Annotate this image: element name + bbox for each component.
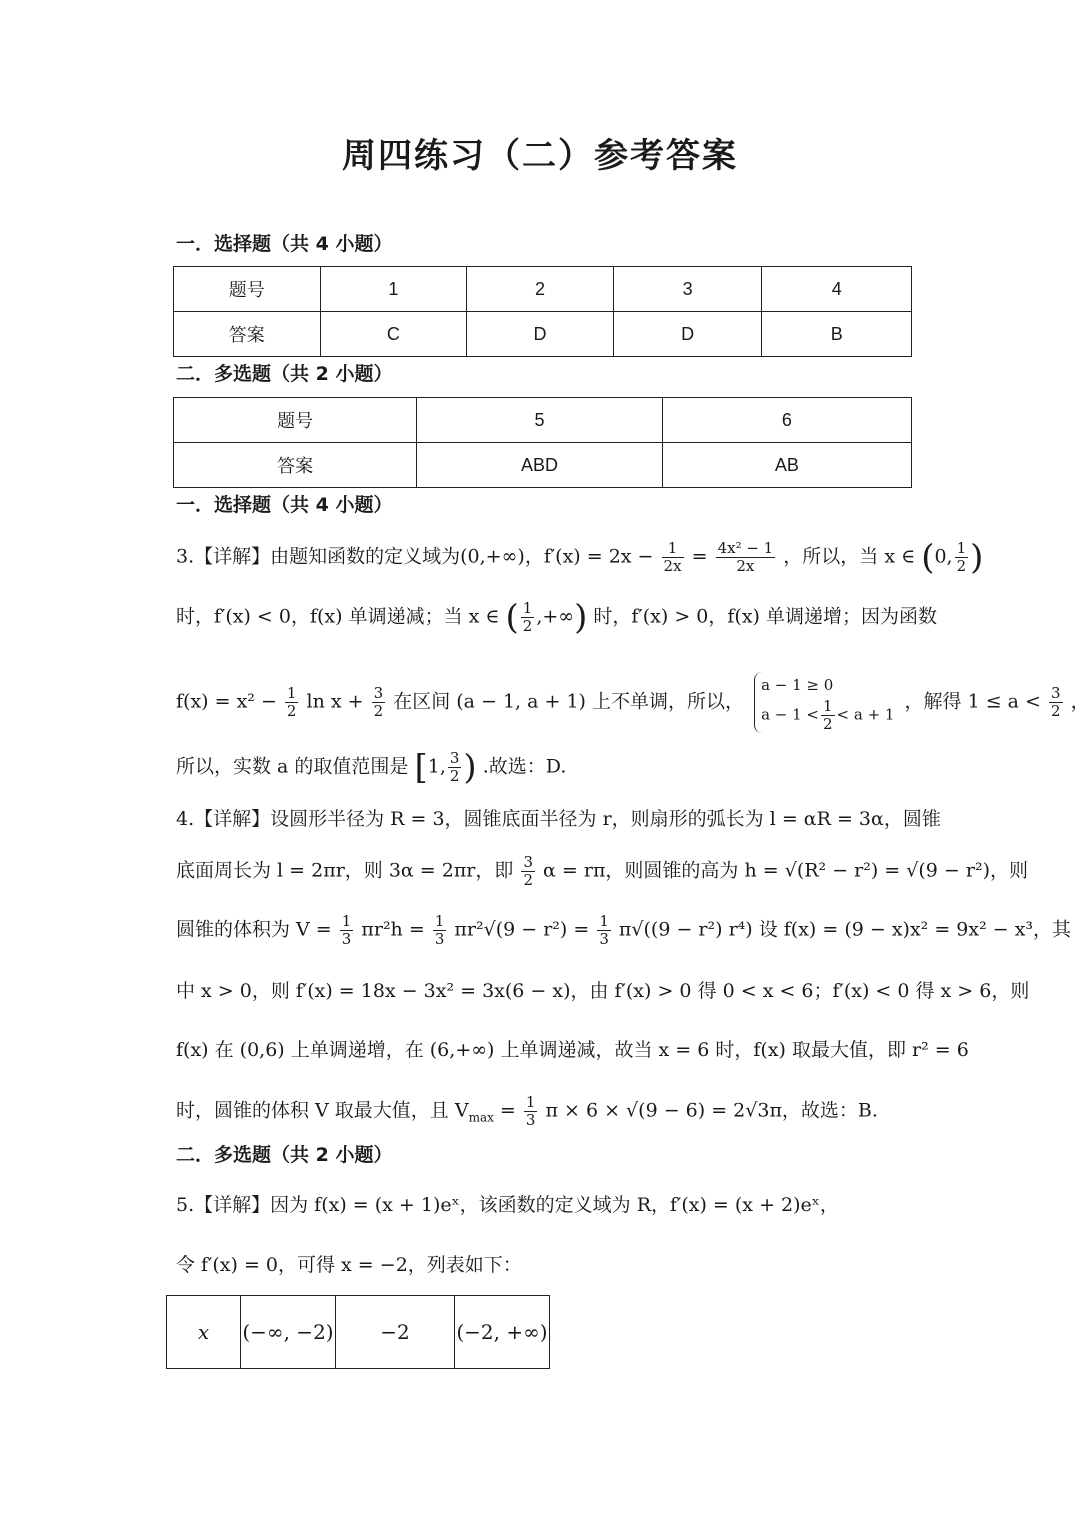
- fraction: [521, 600, 535, 635]
- fraction: [955, 540, 969, 575]
- denominator: 2: [522, 617, 533, 635]
- text: 时，f′(x) < 0，f(x) 单调递减；当 x ∈: [176, 605, 500, 628]
- table-cell: (−∞, −2): [241, 1296, 336, 1369]
- numerator: 3: [1051, 684, 1061, 702]
- table-cell: x: [167, 1296, 241, 1369]
- text: π√((9 − r²) r⁴) 设 f(x) = (9 − x)x² = 9x² − x³，其: [618, 918, 1072, 941]
- text: 3.【详解】由题知函数的定义域为(0,+∞)，f′(x) = 2x −: [176, 545, 654, 568]
- text: 1,: [427, 755, 446, 778]
- text: 时，圆锥的体积 V 取最大值，且 V: [176, 1099, 469, 1122]
- section-heading-multi-solutions: 二．多选题（共 2 小题）: [176, 1144, 393, 1166]
- table-row: [174, 443, 912, 488]
- system-brace: [754, 672, 894, 733]
- text: ，: [1070, 690, 1090, 713]
- denominator: 2: [1051, 702, 1061, 720]
- text: α = rπ，则圆锥的高为 h = √(R² − r²) = √(9 − r²)，则: [543, 859, 1028, 882]
- q4-line-6: [176, 1094, 921, 1132]
- table-cell: 4: [762, 267, 912, 312]
- page-title: 周四练习（二）参考答案: [342, 136, 738, 176]
- q3-line-1: [176, 537, 984, 578]
- fraction: [524, 1094, 538, 1129]
- table-cell: 2: [467, 267, 614, 312]
- table-cell: 1: [320, 267, 467, 312]
- table-row: [174, 398, 912, 443]
- q4-line-5: f(x) 在 (0,6) 上单调递增，在 (6,+∞) 上单调递减，故当 x = 6 时，f(x) 取最大值，即 r² = 6: [176, 1039, 969, 1061]
- text: =: [499, 1099, 516, 1122]
- text: 圆锥的体积为 V =: [176, 918, 332, 941]
- denominator: 3: [341, 930, 352, 948]
- text: < a + 1: [836, 705, 895, 724]
- denominator: 2: [823, 715, 833, 733]
- numerator: 1: [823, 697, 833, 715]
- table-row: [174, 267, 912, 312]
- q5-line-2: 令 f′(x) = 0，可得 x = −2，列表如下：: [176, 1254, 522, 1276]
- fraction: [662, 540, 684, 575]
- numerator: 1: [956, 539, 967, 557]
- denominator: 2: [449, 767, 460, 785]
- table-row: [174, 312, 912, 357]
- text: ,+∞: [536, 605, 575, 628]
- numerator: 1: [662, 540, 684, 558]
- numerator: 3: [449, 749, 460, 767]
- q3-line-3: [176, 672, 1090, 733]
- paren: ): [574, 597, 588, 638]
- q4-line-3: [176, 912, 1072, 948]
- text: πr²h =: [361, 918, 425, 941]
- numerator: 1: [599, 912, 609, 930]
- fraction: [1049, 685, 1063, 720]
- variation-table: [166, 1295, 550, 1369]
- numerator: 1: [525, 1093, 536, 1111]
- text: a − 1 <: [761, 705, 819, 724]
- table-cell: 3: [613, 267, 762, 312]
- section-heading-choice-solutions: 一．选择题（共 4 小题）: [176, 494, 393, 516]
- table-cell: D: [467, 312, 614, 357]
- table-cell: B: [762, 312, 912, 357]
- fraction: [716, 540, 776, 575]
- fraction: [433, 913, 447, 948]
- section-heading-multi: 二．多选题（共 2 小题）: [176, 363, 393, 385]
- text: ，所以，当 x ∈: [783, 545, 916, 568]
- text: .故选：D.: [482, 755, 567, 778]
- numerator: 1: [522, 599, 533, 617]
- denominator: 2: [956, 557, 967, 575]
- q3-line-4: [176, 747, 921, 788]
- paren: ): [463, 747, 477, 788]
- text: 在区间 (a − 1, a + 1) 上不单调，所以，: [393, 690, 745, 713]
- fraction: [821, 698, 835, 733]
- text: 所以，实数 a 的取值范围是: [176, 755, 409, 778]
- fraction: [521, 854, 535, 889]
- q4-line-2: [176, 853, 1028, 889]
- table-cell: 题号: [174, 267, 321, 312]
- table-cell: D: [613, 312, 762, 357]
- q3-line-2: [176, 597, 938, 638]
- text: ln x +: [306, 690, 364, 713]
- q5-line-1: 5.【详解】因为 f(x) = (x + 1)eˣ，该函数的定义域为 R，f′(x) = (x + 2)eˣ，: [176, 1194, 839, 1216]
- text: =: [691, 545, 708, 568]
- text: 底面周长为 l = 2πr，则 3α = 2πr，即: [176, 859, 514, 882]
- table-cell: 5: [417, 398, 662, 443]
- denominator: 2x: [663, 557, 682, 575]
- table-cell: C: [320, 312, 467, 357]
- denominator: 2x: [736, 557, 755, 575]
- table-cell: 答案: [174, 443, 417, 488]
- numerator: 1: [286, 684, 297, 702]
- denominator: 2: [286, 702, 297, 720]
- q4-line-1: 4.【详解】设圆形半径为 R = 3，圆锥底面半径为 r，则扇形的弧长为 l = αR = 3α，圆锥: [176, 808, 941, 830]
- fraction: [448, 750, 462, 785]
- bracket: [: [414, 747, 428, 788]
- table-cell: 题号: [174, 398, 417, 443]
- table-cell: (−2, +∞): [455, 1296, 550, 1369]
- text: π × 6 × √(9 − 6) = 2√3π，故选：B.: [545, 1099, 878, 1122]
- section-heading-choice: 一．选择题（共 4 小题）: [176, 233, 393, 255]
- text: f(x) = x² −: [176, 690, 277, 713]
- denominator: 2: [373, 702, 384, 720]
- text: 0,: [934, 545, 953, 568]
- subscript: max: [468, 1110, 494, 1125]
- numerator: 3: [373, 684, 384, 702]
- numerator: 4x² − 1: [717, 539, 774, 557]
- table-cell: 6: [662, 398, 911, 443]
- paren: ): [970, 537, 984, 578]
- numerator: 3: [523, 853, 533, 871]
- denominator: 3: [525, 1111, 536, 1129]
- answer-table-choice: [173, 266, 912, 357]
- numerator: 1: [434, 912, 445, 930]
- q4-line-4: 中 x > 0，则 f′(x) = 18x − 3x² = 3x(6 − x)，由 f′(x) > 0 得 0 < x < 6；f′(x) < 0 得 x > 6，则: [176, 980, 1030, 1002]
- table-cell: AB: [662, 443, 911, 488]
- fraction: [285, 685, 299, 720]
- numerator: 1: [341, 912, 352, 930]
- text: a − 1 ≥ 0: [761, 676, 834, 694]
- denominator: 2: [523, 871, 533, 889]
- table-cell: 答案: [174, 312, 321, 357]
- answer-table-multi: [173, 397, 912, 488]
- fraction: [340, 913, 354, 948]
- fraction: [597, 913, 611, 948]
- denominator: 3: [599, 930, 609, 948]
- paren: (: [505, 597, 519, 638]
- table-cell: −2: [336, 1296, 455, 1369]
- text: πr²√(9 − r²) =: [454, 918, 590, 941]
- table-cell: ABD: [417, 443, 662, 488]
- table-row: [167, 1296, 550, 1369]
- text: ，解得 1 ≤ a <: [904, 690, 1041, 713]
- text: 时，f′(x) > 0，f(x) 单调递增；因为函数: [593, 605, 938, 628]
- fraction: [372, 685, 386, 720]
- denominator: 3: [434, 930, 445, 948]
- paren: (: [921, 537, 935, 578]
